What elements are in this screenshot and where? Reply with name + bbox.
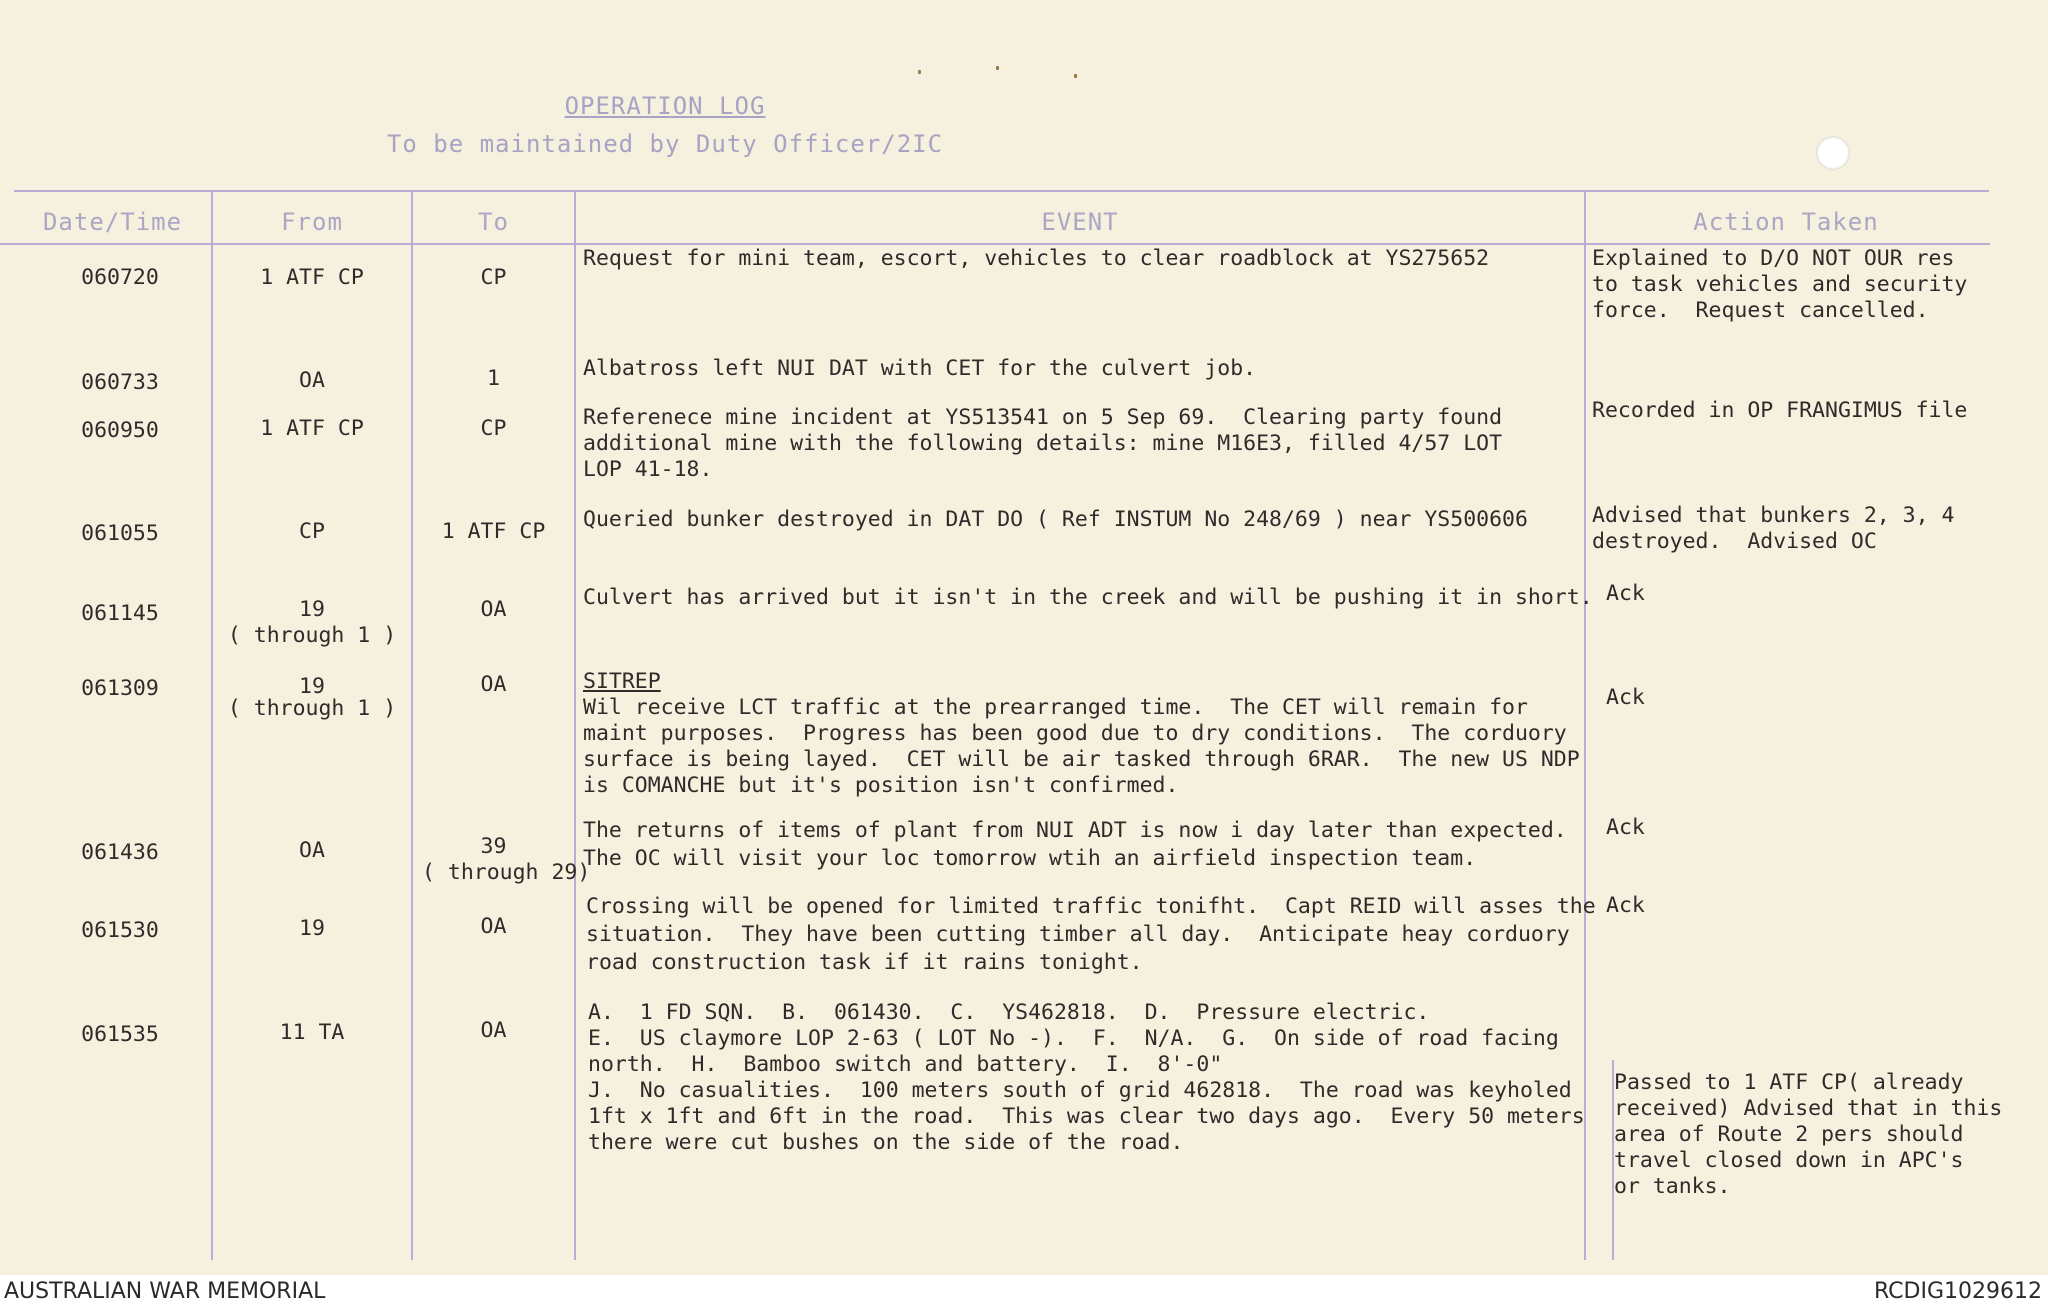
row-datetime: 060733 xyxy=(81,370,159,395)
row-datetime: 060720 xyxy=(81,265,159,290)
event-line: maint purposes. Progress has been good due to dry conditions. The corduory xyxy=(583,721,1567,746)
row-datetime: 061309 xyxy=(81,676,159,701)
row-from: OA xyxy=(299,838,325,863)
event-line: situation. They have been cutting timber all day. Anticipate heay corduory xyxy=(586,922,1570,947)
col-header-event: EVENT xyxy=(1041,208,1119,236)
row-to: 1 xyxy=(487,366,500,391)
col-header-from: From xyxy=(281,208,343,236)
top-rule xyxy=(14,190,1989,192)
column-divider xyxy=(574,190,576,1260)
row-datetime: 061055 xyxy=(81,521,159,546)
action-line: Recorded in OP FRANGIMUS file xyxy=(1592,398,1968,423)
event-line: J. No casualities. 100 meters south of grid 462818. The road was keyholed xyxy=(588,1078,1572,1103)
row-to: 39 xyxy=(480,834,507,859)
row-from: OA xyxy=(299,368,325,393)
event-line: surface is being layed. CET will be air tasked through 6RAR. The new US NDP xyxy=(583,747,1580,772)
event-line: additional mine with the following details: mine M16E3, filled 4/57 LOT xyxy=(583,431,1503,456)
row-from: 19 xyxy=(299,597,325,622)
event-heading: SITREP xyxy=(583,669,661,694)
column-divider xyxy=(1584,190,1586,1260)
event-line: there were cut bushes on the side of the road. xyxy=(588,1130,1184,1155)
row-to: OA xyxy=(480,597,507,622)
action-line: Ack xyxy=(1606,893,1645,918)
event-line: Culvert has arrived but it isn't in the creek and will be pushing it in short. xyxy=(583,585,1593,610)
event-line: Crossing will be opened for limited traffic tonifht. Capt REID will asses the xyxy=(586,894,1596,919)
event-line: LOP 41-18. xyxy=(583,457,713,482)
row-to: OA xyxy=(480,672,507,697)
action-line: received) Advised that in this xyxy=(1614,1096,2003,1121)
row-from: 1 ATF CP xyxy=(260,416,364,441)
row-from: CP xyxy=(299,519,325,544)
action-line: to task vehicles and security xyxy=(1592,272,1968,297)
log-title: OPERATION LOG xyxy=(564,92,766,120)
row-from-note: ( through 1 ) xyxy=(227,696,397,721)
event-line: road construction task if it rains tonight. xyxy=(586,950,1143,975)
event-line: north. H. Bamboo switch and battery. I. 8'-0" xyxy=(588,1052,1223,1077)
paper-speck xyxy=(918,70,921,74)
action-line: Advised that bunkers 2, 3, 4 xyxy=(1592,503,1955,528)
row-from: 19 xyxy=(299,674,325,699)
col-header-datetime: Date/Time xyxy=(42,208,183,236)
row-to: CP xyxy=(480,416,507,441)
row-to-note: ( through 29) xyxy=(422,860,591,885)
action-line: area of Route 2 pers should xyxy=(1614,1122,1964,1147)
row-to: 1 ATF CP xyxy=(441,519,546,544)
row-to: CP xyxy=(480,265,507,290)
action-line: Explained to D/O NOT OUR res xyxy=(1592,246,1955,271)
event-line: The OC will visit your loc tomorrow wtih an airfield inspection team. xyxy=(583,846,1477,871)
row-from: 11 TA xyxy=(279,1020,345,1045)
event-line: The returns of items of plant from NUI ADT is now i day later than expected. xyxy=(583,818,1567,843)
event-line: 1ft x 1ft and 6ft in the road. This was clear two days ago. Every 50 meters xyxy=(588,1104,1585,1129)
event-line: E. US claymore LOP 2-63 ( LOT No -). F. N/A. G. On side of road facing xyxy=(588,1026,1559,1051)
punch-hole xyxy=(1816,136,1850,170)
col-header-to: To xyxy=(478,208,509,236)
column-divider xyxy=(411,190,413,1260)
row-datetime: 060950 xyxy=(81,418,159,443)
action-line: destroyed. Advised OC xyxy=(1592,529,1877,554)
row-to: OA xyxy=(480,914,507,939)
action-line: Ack xyxy=(1606,685,1645,710)
paper-speck xyxy=(996,66,999,70)
row-datetime: 061535 xyxy=(81,1022,159,1047)
action-line: Ack xyxy=(1606,815,1645,840)
row-datetime: 061145 xyxy=(81,601,159,626)
action-line: travel closed down in APC's xyxy=(1614,1148,1964,1173)
row-to: OA xyxy=(480,1018,507,1043)
event-line: Queried bunker destroyed in DAT DO ( Ref INSTUM No 248/69 ) near YS500606 xyxy=(583,507,1528,532)
event-line: Referenece mine incident at YS513541 on 5 Sep 69. Clearing party found xyxy=(583,405,1503,430)
column-divider xyxy=(211,190,213,1260)
action-line: Ack xyxy=(1606,581,1645,606)
action-line: force. Request cancelled. xyxy=(1592,298,1929,323)
row-datetime: 061530 xyxy=(81,918,159,943)
row-from: 19 xyxy=(299,916,325,941)
header-rule xyxy=(0,243,1990,245)
action-line: or tanks. xyxy=(1614,1174,1731,1199)
event-line: Wil receive LCT traffic at the prearranged time. The CET will remain for xyxy=(583,695,1528,720)
row-datetime: 061436 xyxy=(81,840,159,865)
footer-reference: RCDIG1029612 xyxy=(1873,1279,2042,1304)
log-subtitle: To be maintained by Duty Officer/2IC xyxy=(386,130,944,158)
row-from-note: ( through 1 ) xyxy=(227,623,397,648)
event-line: is COMANCHE but it's position isn't confirmed. xyxy=(583,773,1179,798)
paper-speck xyxy=(1074,74,1077,78)
row-from: 1 ATF CP xyxy=(260,265,364,290)
footer-source: AUSTRALIAN WAR MEMORIAL xyxy=(4,1279,326,1304)
event-line: Request for mini team, escort, vehicles to clear roadblock at YS275652 xyxy=(583,246,1490,271)
col-header-action: Action Taken xyxy=(1693,208,1879,236)
event-line: A. 1 FD SQN. B. 061430. C. YS462818. D. Pressure electric. xyxy=(588,1000,1430,1025)
event-line: Albatross left NUI DAT with CET for the culvert job. xyxy=(583,356,1257,381)
action-line: Passed to 1 ATF CP( already xyxy=(1614,1070,1964,1095)
